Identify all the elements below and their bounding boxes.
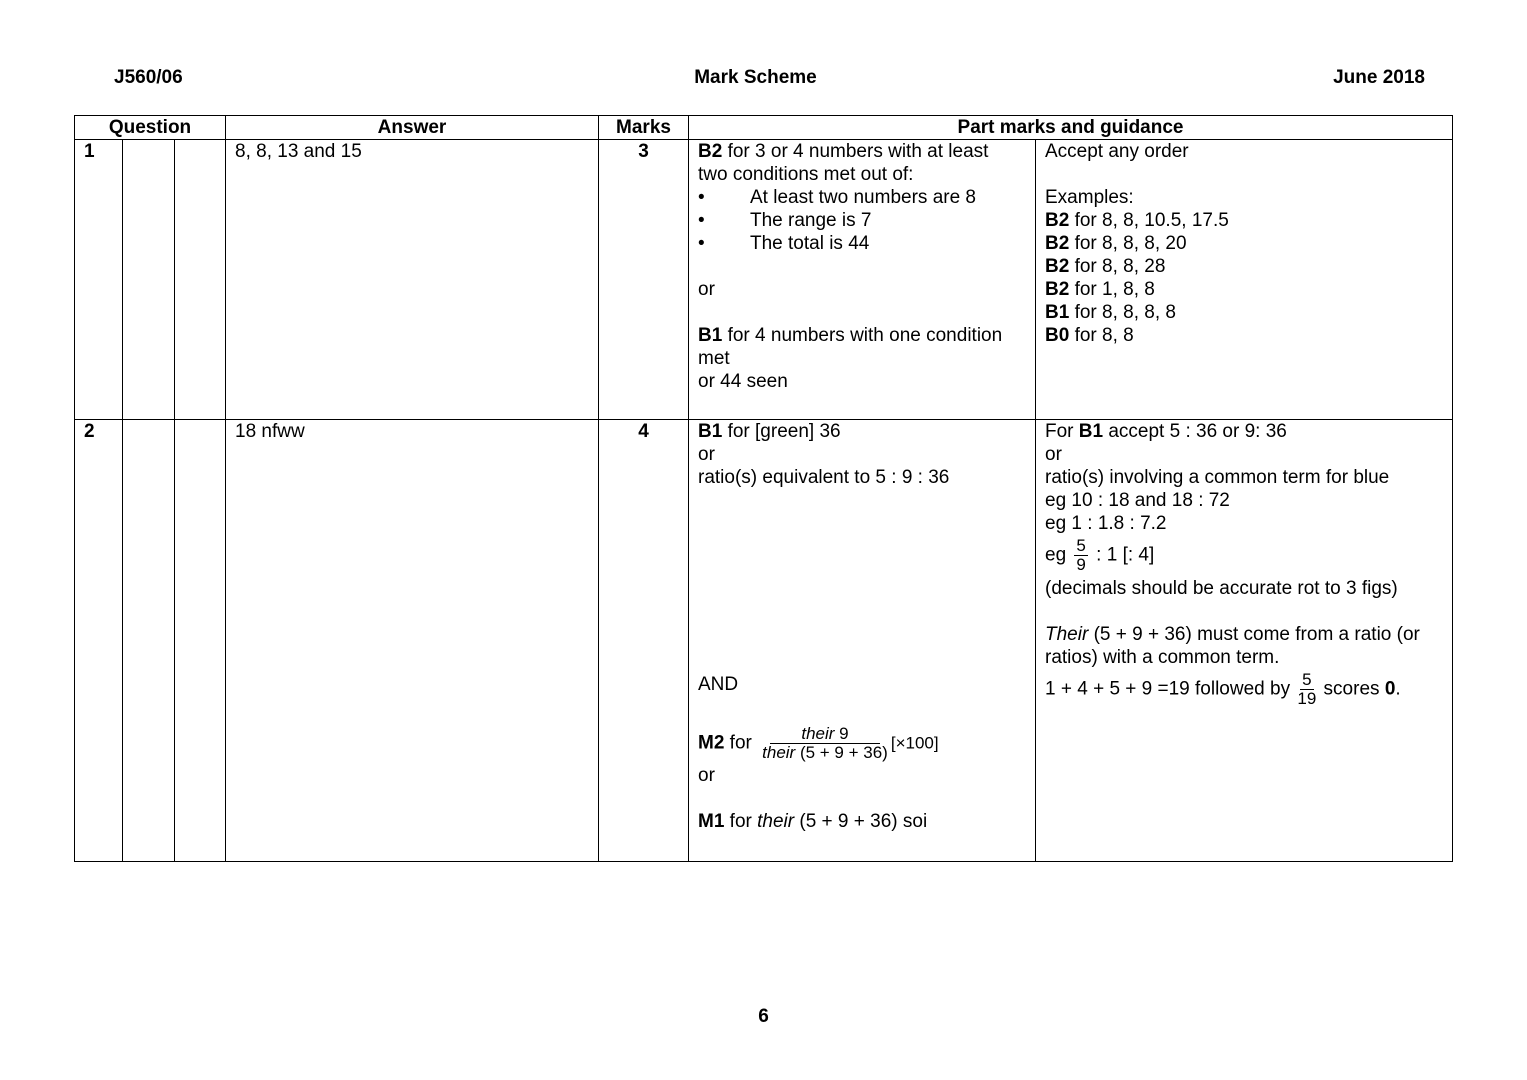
and-text: AND	[698, 674, 739, 695]
example-item	[1045, 278, 1443, 301]
answer-cell: 18 nfww	[226, 420, 599, 862]
guidance-text: eg	[1045, 544, 1072, 566]
m2-line	[698, 725, 1026, 762]
document-date: June 2018	[1333, 67, 1425, 88]
fraction-denominator: 9	[1076, 555, 1086, 574]
bullet-text: The range is 7	[750, 210, 872, 231]
header-marks: Marks	[599, 116, 689, 140]
list-item	[698, 209, 1026, 232]
example-item	[1045, 255, 1443, 278]
guidance-text: .	[1395, 678, 1401, 700]
answer-cell: 8, 8, 13 and 15	[226, 140, 599, 420]
part-marks-cell	[689, 420, 1036, 862]
table-row	[75, 420, 1453, 862]
guidance-text: ratio(s) involving a common term for blue	[1045, 467, 1390, 488]
their-text: their	[801, 724, 835, 743]
guidance-text: Accept any order	[1045, 141, 1189, 162]
example-text: for 8, 8, 8, 20	[1069, 233, 1187, 254]
example-text: for 8, 8, 10.5, 17.5	[1069, 210, 1229, 231]
guidance-text: ratios) with a common term.	[1045, 647, 1280, 668]
mark-text: for	[724, 732, 758, 754]
or-text: or	[1045, 444, 1062, 465]
mark-code: B2	[1045, 256, 1070, 277]
mark-code: B1	[1045, 302, 1070, 323]
mark-text: for [green] 36	[722, 421, 841, 442]
bullet-text: The total is 44	[750, 233, 870, 254]
question-part-cell	[123, 140, 175, 420]
mark-text: for 4 numbers with one condition	[722, 325, 1003, 346]
list-item	[698, 232, 1026, 255]
mark-text: (5 + 9 + 36) soi	[794, 811, 928, 832]
their-text: their	[757, 811, 795, 832]
mark-code: B1	[698, 325, 723, 346]
mark-code: B2	[1045, 233, 1070, 254]
question-subpart-cell	[175, 420, 226, 862]
document-title: Mark Scheme	[694, 67, 817, 88]
mark-code: B2	[1045, 279, 1070, 300]
mark-code: B1	[698, 421, 723, 442]
guidance-cell	[1036, 140, 1453, 420]
guidance-text: accept 5 : 36 or 9: 36	[1103, 421, 1287, 442]
mark-code: B2	[698, 141, 723, 162]
example-text: for 8, 8, 8, 8	[1069, 302, 1176, 323]
guidance-sum-line	[1045, 671, 1443, 708]
their-text: their	[762, 743, 796, 762]
header-question: Question	[75, 116, 226, 140]
guidance-text: For	[1045, 421, 1079, 442]
fraction-denominator: 19	[1297, 689, 1317, 708]
example-item	[1045, 324, 1443, 347]
guidance-text: eg 1 : 1.8 : 7.2	[1045, 513, 1167, 534]
example-text: for 8, 8, 28	[1069, 256, 1166, 277]
header-guidance: Part marks and guidance	[689, 116, 1453, 140]
mark-text: met	[698, 348, 730, 369]
mark-text: two conditions met out of:	[698, 164, 914, 185]
their-text: Their	[1045, 624, 1089, 645]
table-header-row	[75, 116, 1453, 140]
header-answer: Answer	[226, 116, 599, 140]
document-code: J560/06	[114, 67, 183, 88]
question-number: 2	[75, 420, 123, 862]
bullet: •	[698, 233, 705, 254]
mark-code: B1	[1078, 421, 1104, 442]
fraction	[759, 725, 891, 762]
bullet-text: At least two numbers are 8	[750, 187, 976, 208]
mark-code: M2	[698, 732, 725, 754]
fraction-denominator: (5 + 9 + 36)	[795, 743, 888, 762]
table-row	[75, 140, 1453, 420]
or-text: or	[698, 765, 715, 786]
mark-text: [×100]	[890, 733, 939, 753]
mark-code: B2	[1045, 210, 1070, 231]
mark-scheme-table	[74, 115, 1453, 862]
question-subpart-cell	[175, 140, 226, 420]
fraction-numerator: 5	[1302, 670, 1312, 689]
guidance-text: : 1 [: 4]	[1090, 544, 1155, 566]
bullet: •	[698, 210, 705, 231]
fraction	[1297, 671, 1316, 708]
mark-text: for 3 or 4 numbers with at least	[722, 141, 989, 162]
or-text: or	[698, 279, 715, 300]
fraction	[1074, 537, 1087, 574]
part-marks-cell	[689, 140, 1036, 420]
example-item	[1045, 232, 1443, 255]
mark-text: for	[724, 811, 758, 832]
example-text: for 8, 8	[1069, 325, 1134, 346]
examples-label: Examples:	[1045, 187, 1134, 208]
marks-cell: 3	[599, 140, 689, 420]
guidance-text: (5 + 9 + 36) must come from a ratio (or	[1088, 624, 1420, 645]
example-item	[1045, 209, 1443, 232]
guidance-text: 1 + 4 + 5 + 9 =19 followed by	[1045, 678, 1296, 700]
or-text: or	[698, 444, 715, 465]
guidance-text: eg 10 : 18 and 18 : 72	[1045, 490, 1230, 511]
mark-code: B0	[1045, 325, 1070, 346]
page-number: 6	[758, 1006, 769, 1027]
mark-text: ratio(s) equivalent to 5 : 9 : 36	[698, 467, 950, 488]
bullet: •	[698, 187, 705, 208]
question-number: 1	[75, 140, 123, 420]
guidance-text: (decimals should be accurate rot to 3 figs)	[1045, 578, 1398, 599]
question-part-cell	[123, 420, 175, 862]
mark-text: or 44 seen	[698, 371, 788, 392]
list-item	[698, 186, 1026, 209]
example-item	[1045, 301, 1443, 324]
fraction-numerator: 5	[1076, 536, 1086, 555]
guidance-cell	[1036, 420, 1453, 862]
guidance-text: scores	[1318, 678, 1385, 700]
marks-cell: 4	[599, 420, 689, 862]
mark-code: M1	[698, 811, 725, 832]
fraction-numerator: 9	[834, 724, 849, 743]
guidance-eg-fraction	[1045, 537, 1443, 574]
example-text: for 1, 8, 8	[1069, 279, 1155, 300]
score-value: 0	[1384, 678, 1396, 700]
